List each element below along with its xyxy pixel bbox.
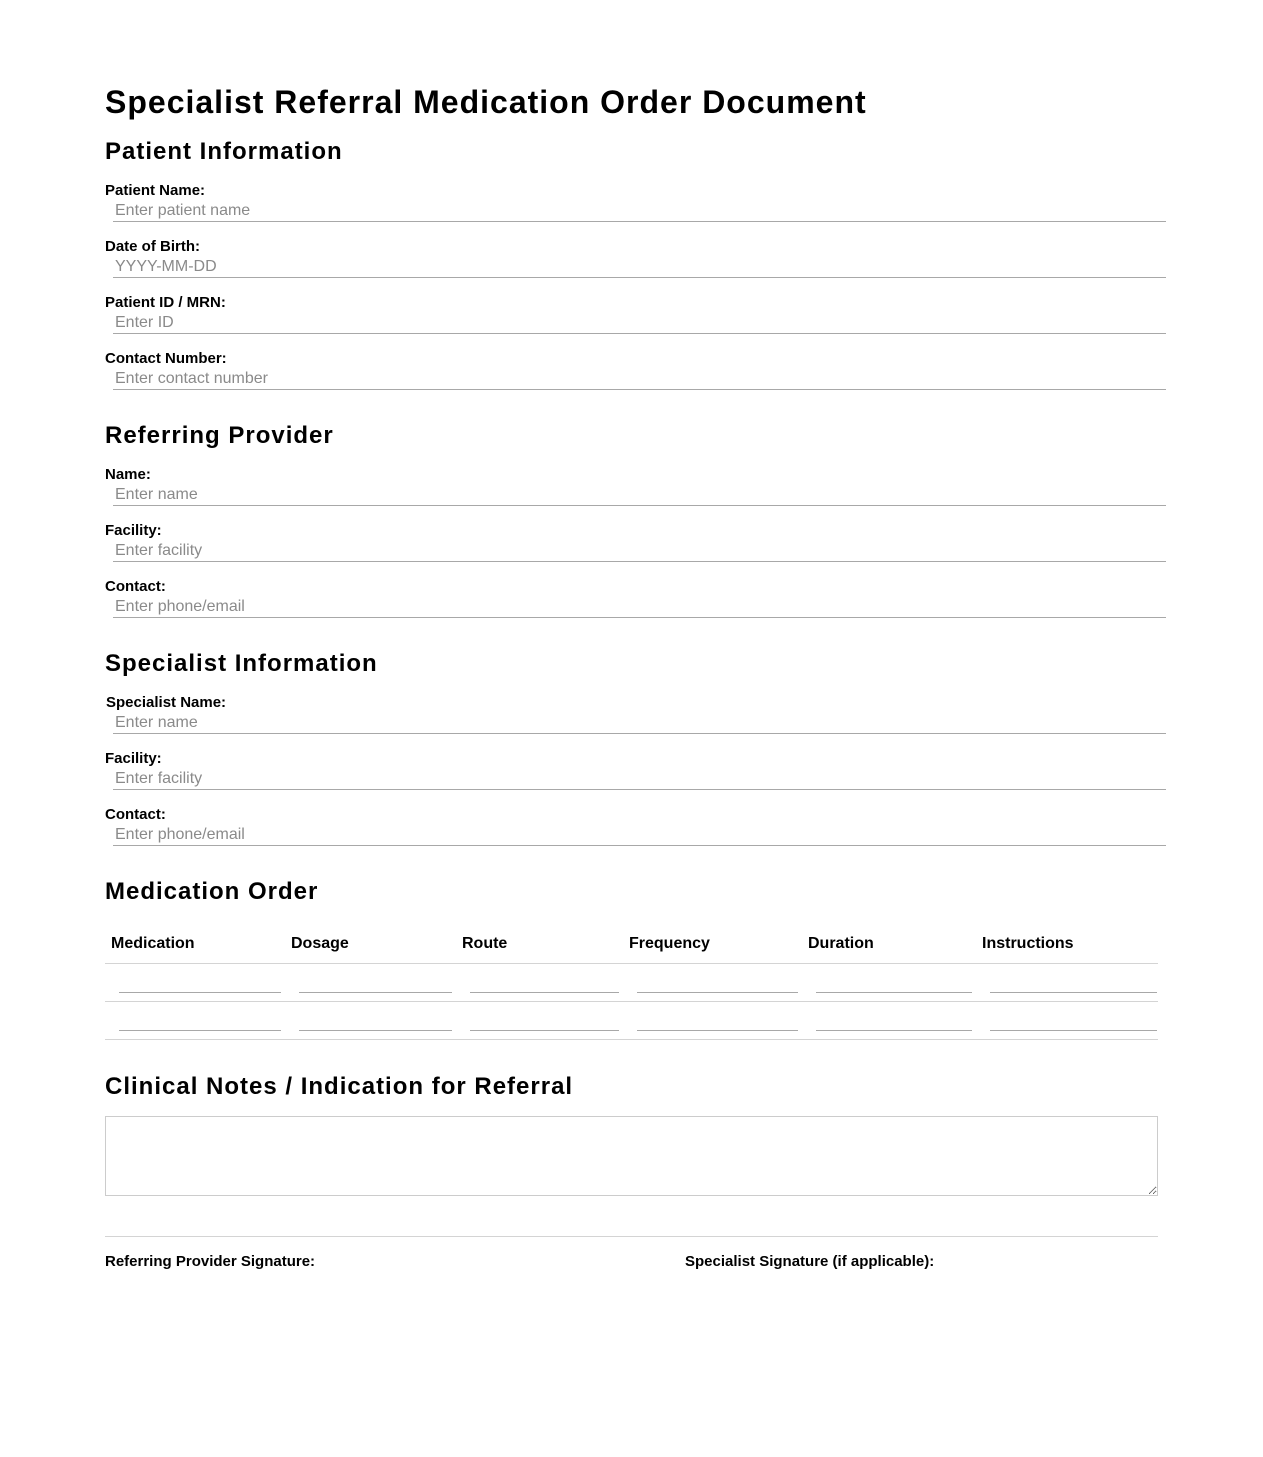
- specialist-name-label: Specialist Name:: [106, 694, 227, 711]
- referring-facility-field: [105, 522, 1166, 562]
- signature-row: [105, 1253, 1158, 1273]
- dosage-input-row-1[interactable]: [299, 969, 452, 993]
- column-header-frequency: Frequency: [623, 926, 802, 963]
- patient-id-field: [105, 294, 1166, 334]
- column-header-instructions: Instructions: [976, 926, 1158, 963]
- medication-order-table: [105, 926, 1158, 1040]
- specialist-contact-field: [105, 806, 1166, 846]
- frequency-input-row-1[interactable]: [637, 969, 798, 993]
- patient-name-label: Patient Name:: [105, 182, 206, 199]
- frequency-input-row-2[interactable]: [637, 1007, 798, 1031]
- table-cell: [285, 1001, 456, 1039]
- document-title: Specialist Referral Medication Order Document: [105, 84, 867, 120]
- referring-facility-input[interactable]: [113, 540, 1166, 562]
- contact-number-label: Contact Number:: [105, 350, 227, 367]
- table-cell: [456, 963, 623, 1001]
- referring-provider-section: [105, 420, 1166, 618]
- specialist-contact-label: Contact:: [105, 806, 166, 823]
- table-cell: [105, 1001, 285, 1039]
- section-heading-medication-order: Medication Order: [105, 878, 319, 905]
- duration-input-row-2[interactable]: [816, 1007, 972, 1031]
- table-cell: [456, 1001, 623, 1039]
- patient-name-input[interactable]: [113, 200, 1166, 222]
- referring-name-label: Name:: [105, 466, 151, 483]
- patient-information-section: [105, 136, 1166, 390]
- specialist-name-field: [105, 694, 1166, 734]
- section-heading-referring-provider: Referring Provider: [105, 422, 334, 449]
- instructions-input-row-1[interactable]: [990, 969, 1157, 993]
- table-cell: [285, 963, 456, 1001]
- signatures-section: [105, 1236, 1158, 1273]
- referring-provider-signature-label: Referring Provider Signature:: [105, 1253, 316, 1270]
- column-header-dosage: Dosage: [285, 926, 456, 963]
- table-cell: [976, 963, 1158, 1001]
- medication-input-row-1[interactable]: [119, 969, 281, 993]
- section-heading-patient-information: Patient Information: [105, 138, 343, 165]
- duration-input-row-1[interactable]: [816, 969, 972, 993]
- table-row: [105, 963, 1158, 1001]
- specialist-contact-input[interactable]: [113, 824, 1166, 846]
- column-header-duration: Duration: [802, 926, 976, 963]
- date-of-birth-input[interactable]: [113, 256, 1166, 278]
- table-cell: [976, 1001, 1158, 1039]
- route-input-row-1[interactable]: [470, 969, 619, 993]
- referring-contact-input[interactable]: [113, 596, 1166, 618]
- contact-number-input[interactable]: [113, 368, 1166, 390]
- specialist-facility-label: Facility:: [105, 750, 162, 767]
- instructions-input-row-2[interactable]: [990, 1007, 1157, 1031]
- contact-number-field: [105, 350, 1166, 390]
- medication-input-row-2[interactable]: [119, 1007, 281, 1031]
- referring-name-field: [105, 466, 1166, 506]
- clinical-notes-section: [105, 1071, 573, 1103]
- patient-name-field: [105, 182, 1166, 222]
- referring-contact-label: Contact:: [105, 578, 166, 595]
- section-heading-specialist-information: Specialist Information: [105, 650, 378, 677]
- signature-divider: [105, 1236, 1158, 1237]
- date-of-birth-label: Date of Birth:: [105, 238, 200, 255]
- column-header-route: Route: [456, 926, 623, 963]
- table-row: [105, 1001, 1158, 1039]
- table-cell: [623, 963, 802, 1001]
- table-cell: [623, 1001, 802, 1039]
- date-of-birth-field: [105, 238, 1166, 278]
- referring-name-input[interactable]: [113, 484, 1166, 506]
- specialist-signature-label: Specialist Signature (if applicable):: [685, 1253, 935, 1270]
- table-cell: [802, 963, 976, 1001]
- column-header-medication: Medication: [105, 926, 285, 963]
- referral-document: [105, 0, 1158, 1270]
- specialist-information-section: [105, 648, 1166, 846]
- specialist-name-input[interactable]: [113, 712, 1166, 734]
- table-cell: [105, 963, 285, 1001]
- specialist-facility-field: [105, 750, 1166, 790]
- patient-id-input[interactable]: [113, 312, 1166, 334]
- referring-facility-label: Facility:: [105, 522, 162, 539]
- table-cell: [802, 1001, 976, 1039]
- medication-order-section: [105, 876, 1074, 952]
- dosage-input-row-2[interactable]: [299, 1007, 452, 1031]
- patient-id-label: Patient ID / MRN:: [105, 294, 226, 311]
- table-header-row: [105, 926, 1158, 963]
- clinical-notes-textarea[interactable]: [105, 1116, 1158, 1196]
- referring-contact-field: [105, 578, 1166, 618]
- route-input-row-2[interactable]: [470, 1007, 619, 1031]
- section-heading-clinical-notes: Clinical Notes / Indication for Referral: [105, 1073, 574, 1100]
- specialist-facility-input[interactable]: [113, 768, 1166, 790]
